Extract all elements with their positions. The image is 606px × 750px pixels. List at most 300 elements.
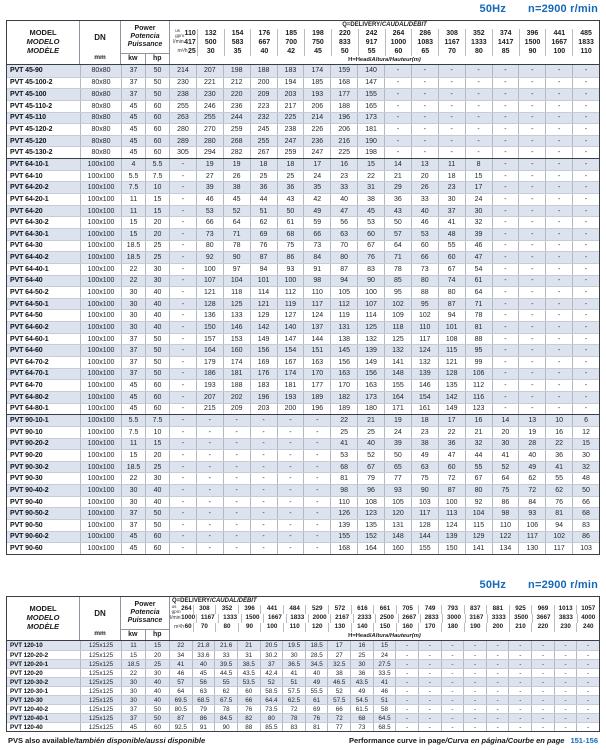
table-row — [7, 668, 599, 677]
flow-value: 583 — [231, 39, 244, 46]
head-value-cell: - — [169, 206, 196, 217]
head-value-cell: - — [418, 669, 441, 677]
head-value-cell: - — [518, 229, 545, 240]
head-value-cell: - — [395, 687, 418, 695]
head-value-cell: - — [531, 705, 554, 713]
table-row — [7, 449, 599, 461]
head-value-cell: - — [277, 450, 304, 461]
head-value-cell: 49 — [518, 462, 545, 473]
head-value-cell: - — [441, 660, 464, 668]
head-value-cell: 6 — [572, 415, 599, 426]
hp-cell: 60 — [145, 147, 169, 158]
head-value-cell: 31 — [237, 651, 260, 659]
head-value-cell: - — [492, 264, 519, 275]
head-value-cell: - — [303, 532, 330, 543]
head-value-cell: 39 — [465, 229, 492, 240]
head-value-cell: 217 — [277, 101, 304, 112]
head-value-cell: - — [576, 678, 599, 686]
head-value-cell: 52 — [223, 206, 250, 217]
head-value-cell: - — [508, 705, 531, 713]
head-value-cell: 108 — [357, 497, 384, 508]
flow-value-cell — [263, 614, 285, 623]
head-value-cell: 99 — [465, 357, 492, 368]
head-value-cell: - — [576, 651, 599, 659]
head-value-cell: - — [250, 485, 277, 496]
head-value-cell: 188 — [330, 101, 357, 112]
head-value-cell: 163 — [357, 380, 384, 391]
head-value-cell: 100 — [196, 264, 223, 275]
head-value-cell: - — [411, 113, 438, 124]
head-value-cell: 142 — [438, 392, 465, 403]
hp-cell: 40 — [145, 497, 169, 508]
flow-value: 35 — [233, 48, 242, 55]
head-value-cell: - — [572, 404, 599, 415]
head-value-cell: - — [554, 723, 577, 731]
head-value-cell: 263 — [169, 113, 196, 124]
table-header — [7, 21, 599, 65]
head-value-cell: - — [492, 124, 519, 135]
head-value-cell: 15 — [373, 641, 396, 650]
kw-cell: 4 — [121, 159, 145, 170]
head-value-cell: 23 — [411, 427, 438, 438]
flow-value: 1083 — [417, 39, 433, 46]
head-value-cell: 10 — [545, 415, 572, 426]
table-row — [7, 531, 599, 543]
head-value-cell: 126 — [330, 508, 357, 519]
head-value-cell: 13 — [411, 159, 438, 170]
head-value-cell: 84.5 — [214, 714, 237, 722]
flow-value-cell — [308, 614, 330, 623]
head-value-cell: 49 — [350, 687, 373, 695]
footer-right-text: Performance curve in page — [348, 736, 446, 745]
head-value-cell: 223 — [250, 101, 277, 112]
flow-value-cell — [353, 614, 375, 623]
head-value-cell: - — [492, 287, 519, 298]
head-value-cell: 305 — [169, 147, 196, 158]
head-value-cell: 183 — [250, 380, 277, 391]
model-cell: PVT 64-50-2 — [10, 288, 49, 296]
head-value-cell: - — [545, 182, 572, 193]
head-value-cell: - — [169, 450, 196, 461]
head-value-cell: 139 — [411, 369, 438, 380]
hp-cell: 10 — [145, 182, 169, 193]
head-value-cell: 60 — [357, 229, 384, 240]
us-label: us — [175, 28, 180, 34]
hp-cell: 30 — [145, 473, 169, 484]
h-head-title — [170, 56, 599, 64]
hp-cell: 40 — [145, 299, 169, 310]
model-cell: PVT 90-10-1 — [10, 417, 49, 425]
kw-cell: 37 — [121, 345, 145, 356]
head-value-cell: 188 — [250, 65, 277, 77]
head-value-cell: 101 — [250, 276, 277, 287]
head-value-cell: 78 — [384, 264, 411, 275]
head-value-cell: 77 — [384, 473, 411, 484]
kw-cell: 18.5 — [121, 252, 145, 263]
flow-value-cell — [396, 623, 419, 632]
dn-unit-mm: mm — [94, 54, 106, 61]
head-value-cell: - — [441, 687, 464, 695]
head-value-cell: - — [463, 714, 486, 722]
head-value-cell: - — [576, 705, 599, 713]
dn-cell: 100x100 — [80, 276, 121, 287]
kw-cell: 30 — [121, 497, 145, 508]
head-value-cell: - — [303, 473, 330, 484]
head-value-cell: 25 — [330, 427, 357, 438]
kw-cell: 30 — [121, 310, 145, 321]
flow-value: 30 — [206, 48, 215, 55]
head-value-cell: 95 — [411, 299, 438, 310]
head-value-cell: - — [395, 651, 418, 659]
head-value-cell: 84 — [518, 497, 545, 508]
head-value-cell: 171 — [384, 404, 411, 415]
flow-value: 140 — [357, 623, 368, 631]
head-value-cell: 157 — [196, 334, 223, 345]
head-value-cell: - — [492, 206, 519, 217]
head-value-cell: - — [441, 723, 464, 731]
dn-cell: 100x100 — [80, 485, 121, 496]
head-value-cell: 80.5 — [169, 705, 192, 713]
head-value-cell: 17 — [327, 641, 350, 650]
head-value-cell: 43 — [277, 194, 304, 205]
hp-cell: 50 — [145, 78, 169, 89]
head-value-cell: 169 — [250, 357, 277, 368]
head-value-cell: 152 — [357, 532, 384, 543]
head-value-cell: - — [395, 723, 418, 731]
head-value-cell: 141 — [384, 357, 411, 368]
head-value-cell: - — [572, 241, 599, 252]
dn-cell: 100x100 — [80, 415, 121, 426]
footer-left-text-italic: /también disponible/aussi disponible — [73, 736, 206, 745]
head-value-cell: 93 — [384, 485, 411, 496]
flow-value: 661 — [379, 605, 391, 613]
table-row — [7, 275, 599, 287]
hp-cell: 20 — [145, 229, 169, 240]
table-row — [7, 112, 599, 124]
head-value-cell: - — [545, 380, 572, 391]
head-value-cell: - — [545, 345, 572, 356]
head-value-cell: - — [576, 641, 599, 650]
dn-cell: 125x125 — [80, 705, 121, 713]
head-value-cell: 198 — [223, 65, 250, 77]
flow-value-cell — [411, 29, 438, 38]
head-value-cell: 61 — [277, 217, 304, 228]
head-value-cell: - — [572, 206, 599, 217]
head-value-cell: 76 — [305, 714, 328, 722]
head-value-cell: 67.5 — [214, 696, 237, 704]
head-value-cell: 36 — [350, 669, 373, 677]
head-value-cell: - — [169, 310, 196, 321]
head-value-cell: - — [572, 113, 599, 124]
m3h-unit-label: m³/h — [177, 48, 188, 54]
head-value-cell: 19 — [196, 159, 223, 170]
flow-value: 705 — [402, 605, 413, 613]
head-value-cell: 174 — [223, 357, 250, 368]
dn-cell: 100x100 — [80, 252, 121, 263]
head-value-cell: - — [438, 136, 465, 147]
head-value-cell: - — [492, 369, 519, 380]
head-value-cell: - — [395, 705, 418, 713]
head-value-cell: - — [169, 543, 196, 554]
flow-value: 70 — [448, 48, 456, 55]
flow-value-cell — [351, 605, 374, 614]
head-value-cell: - — [518, 194, 545, 205]
head-value-cell: - — [250, 508, 277, 519]
head-value-cell: 127 — [277, 310, 304, 321]
head-value-cell: - — [303, 520, 330, 531]
power-labels — [121, 597, 169, 629]
h-title-text: H=Head/ — [348, 56, 372, 63]
flow-value: 3000 — [446, 614, 461, 622]
frequency-speed-line — [480, 3, 598, 15]
head-value-cell: 85.5 — [260, 723, 283, 731]
head-value-cell: - — [196, 473, 223, 484]
head-value-cell: - — [250, 473, 277, 484]
model-cell: PVT 64-10-1 — [10, 160, 49, 168]
head-value-cell: - — [169, 276, 196, 287]
dn-label: DN — [94, 608, 106, 618]
head-value-cell: 94 — [330, 276, 357, 287]
flow-row-m3h — [170, 47, 599, 56]
head-value-cell: 14 — [384, 159, 411, 170]
head-value-cell: 124 — [438, 520, 465, 531]
head-value-cell: 164 — [357, 543, 384, 554]
head-value-cell: 238 — [277, 124, 304, 135]
table-row — [7, 542, 599, 554]
head-value-cell: - — [518, 287, 545, 298]
head-value-cell: - — [492, 380, 519, 391]
kw-cell: 18.5 — [121, 660, 145, 668]
head-value-cell: 64 — [465, 287, 492, 298]
head-value-cell: - — [572, 299, 599, 310]
head-value-cell: 56 — [192, 678, 215, 686]
head-value-cell: - — [169, 439, 196, 450]
head-value-cell: 135 — [438, 380, 465, 391]
head-value-cell: 181 — [357, 124, 384, 135]
head-value-cell: - — [303, 439, 330, 450]
head-value-cell: 181 — [223, 369, 250, 380]
head-value-cell: - — [411, 89, 438, 100]
flow-value-cell — [531, 623, 554, 632]
kw-cell: 11 — [121, 439, 145, 450]
flow-value: 441 — [266, 605, 278, 613]
head-value-cell: - — [572, 392, 599, 403]
head-value-cell: - — [169, 345, 196, 356]
model-header-label: MODEL — [29, 28, 57, 38]
header-left-block — [7, 21, 169, 64]
head-value-cell: 33 — [411, 194, 438, 205]
flow-value: 180 — [447, 623, 458, 631]
head-value-cell: 128 — [438, 369, 465, 380]
head-value-cell: 106 — [465, 369, 492, 380]
head-value-cell: - — [169, 532, 196, 543]
flow-value-cell — [509, 614, 531, 623]
table-row — [7, 193, 599, 205]
dn-cell: 125x125 — [80, 660, 121, 668]
head-value-cell: 73 — [350, 723, 373, 731]
hp-cell: 50 — [145, 705, 169, 713]
model-cell: PVT 64-60-1 — [10, 335, 49, 343]
flow-value-cell — [385, 47, 412, 56]
dn-cell: 80x80 — [80, 113, 121, 124]
head-value-cell: 75 — [277, 241, 304, 252]
head-value-cell: - — [465, 147, 492, 158]
dn-cell: 100x100 — [80, 310, 121, 321]
head-value-cell: - — [492, 241, 519, 252]
model-header-cell — [7, 597, 80, 640]
head-value-cell: 32 — [465, 217, 492, 228]
head-value-cell: - — [250, 462, 277, 473]
head-value-cell: 25 — [350, 651, 373, 659]
head-value-cell: 42 — [303, 194, 330, 205]
flow-value: 1417 — [497, 39, 514, 46]
head-value-cell: 119 — [277, 299, 304, 310]
head-value-cell: 37 — [260, 660, 283, 668]
head-value-cell: 38 — [327, 669, 350, 677]
dn-cell: 100x100 — [80, 287, 121, 298]
head-value-cell: 40 — [411, 206, 438, 217]
head-value-cell: 68.5 — [373, 723, 396, 731]
flow-value-cell — [196, 614, 218, 623]
kw-cell: 30 — [121, 696, 145, 704]
kw-cell: 15 — [121, 229, 145, 240]
model-cell: PVT 90-60 — [10, 545, 43, 553]
flow-value: 1500 — [245, 614, 260, 622]
model-cell: PVT 64-20 — [10, 207, 43, 215]
head-value-cell: 106 — [518, 520, 545, 531]
head-value-cell: 71 — [465, 299, 492, 310]
flow-value: 50 — [340, 48, 349, 55]
head-value-cell: 69.5 — [169, 696, 192, 704]
flow-value: 750 — [312, 39, 324, 46]
head-value-cell: - — [169, 462, 196, 473]
hp-cell: 40 — [145, 687, 169, 695]
head-value-cell: 72 — [327, 714, 350, 722]
head-value-cell: 100 — [277, 276, 304, 287]
head-value-cell: 64 — [223, 217, 250, 228]
flow-value-cell — [519, 29, 546, 38]
dn-cell: 100x100 — [80, 427, 121, 438]
model-cell: PVT 90-40-2 — [10, 486, 49, 494]
head-value-cell: - — [518, 65, 545, 77]
head-value-cell: - — [169, 322, 196, 333]
flow-value: 242 — [365, 30, 378, 37]
head-value-cell: - — [463, 687, 486, 695]
head-value-cell: - — [441, 678, 464, 686]
head-value-cell: 148 — [384, 532, 411, 543]
model-cell: PVT 90-40 — [10, 498, 43, 506]
head-value-cell: 140 — [357, 65, 384, 77]
head-value-cell: 194 — [277, 78, 304, 89]
flow-value-cell — [486, 605, 509, 614]
head-value-cell: 76 — [545, 497, 572, 508]
head-value-cell: 225 — [330, 147, 357, 158]
head-value-cell: - — [463, 723, 486, 731]
head-value-cell: - — [169, 369, 196, 380]
head-value-cell: 51 — [250, 206, 277, 217]
head-value-cell: 128 — [411, 520, 438, 531]
head-value-cell: - — [518, 136, 545, 147]
hp-cell: 5.5 — [145, 159, 169, 170]
head-value-cell: 53 — [196, 206, 223, 217]
flow-value: 40 — [260, 48, 269, 55]
head-value-cell: 55 — [214, 678, 237, 686]
head-value-cell: 174 — [277, 369, 304, 380]
kw-cell: 37 — [121, 369, 145, 380]
head-value-cell: - — [554, 660, 577, 668]
head-value-cell: 23 — [438, 182, 465, 193]
head-value-cell: 46 — [373, 687, 396, 695]
kw-cell: 30 — [121, 322, 145, 333]
head-value-cell: 72 — [518, 485, 545, 496]
model-cell: PVT 120-30-1 — [10, 687, 49, 695]
head-value-cell: 123 — [357, 508, 384, 519]
head-value-cell: 52 — [327, 687, 350, 695]
table-row — [7, 650, 599, 659]
head-value-cell: 114 — [250, 287, 277, 298]
flow-value: 60 — [394, 48, 403, 55]
hp-cell: 50 — [145, 334, 169, 345]
head-value-cell: 73 — [411, 264, 438, 275]
head-value-cell: 83 — [357, 264, 384, 275]
head-value-cell: 102 — [384, 299, 411, 310]
head-value-cell: - — [441, 651, 464, 659]
flow-value-cell — [193, 623, 216, 632]
head-value-cell: - — [508, 669, 531, 677]
table-row — [7, 519, 599, 531]
model-cell: PVT 120-40-2 — [10, 705, 49, 713]
head-value-cell: 153 — [223, 334, 250, 345]
head-value-cell: - — [492, 322, 519, 333]
head-value-cell: 115 — [465, 520, 492, 531]
head-value-cell: 28.5 — [305, 651, 328, 659]
head-value-cell: 17 — [303, 159, 330, 170]
head-value-cell: - — [554, 669, 577, 677]
flow-value: 200 — [492, 623, 504, 631]
flow-value-cell — [509, 605, 532, 614]
head-value-cell: 133 — [223, 310, 250, 321]
kw-cell: 15 — [121, 651, 145, 659]
flow-value: 25 — [188, 48, 196, 55]
head-value-cell: 134 — [492, 543, 519, 554]
hp-cell: 50 — [145, 65, 169, 77]
hp-cell: 20 — [145, 217, 169, 228]
head-value-cell: 159 — [330, 65, 357, 77]
dn-cell: 100x100 — [80, 206, 121, 217]
head-value-cell: 170 — [303, 369, 330, 380]
head-value-cell: 212 — [223, 78, 250, 89]
flow-value: 917 — [365, 39, 378, 46]
head-value-cell: 168 — [330, 543, 357, 554]
q-title-text-italic: CAUDAL/DÉBIT — [211, 598, 257, 604]
head-value-cell: 68 — [277, 229, 304, 240]
head-value-cell: 107 — [196, 276, 223, 287]
table-row — [7, 88, 599, 100]
head-value-cell: 146 — [223, 322, 250, 333]
head-value-cell: 18.5 — [305, 641, 328, 650]
kw-cell: 37 — [121, 89, 145, 100]
head-value-cell: - — [545, 194, 572, 205]
head-value-cell: - — [303, 415, 330, 426]
frequency-label: 50Hz — [479, 3, 507, 15]
head-value-cell: 160 — [384, 543, 411, 554]
head-value-cell: 174 — [303, 65, 330, 77]
head-value-cell: 76 — [250, 241, 277, 252]
head-value-cell: 15 — [572, 439, 599, 450]
flow-value-cell — [197, 29, 224, 38]
head-value-cell: - — [572, 171, 599, 182]
flow-value-cell — [545, 29, 572, 38]
